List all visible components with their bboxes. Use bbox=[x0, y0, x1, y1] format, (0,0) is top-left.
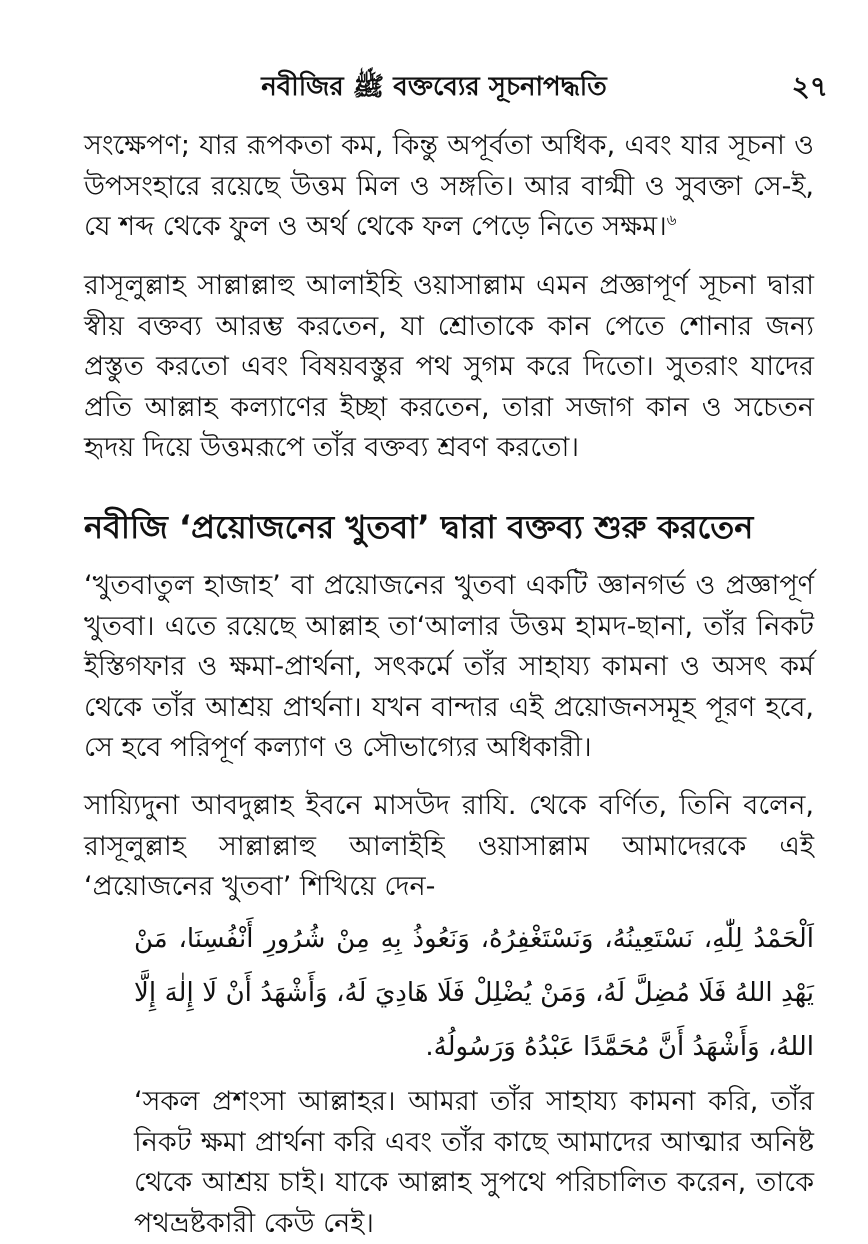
arabic-khutbah-quote: اَلْحَمْدُ لِلّٰهِ، نَسْتَعِينُهُ، وَنَسْتَغْفِرُهُ، وَنَعُوذُ بِهِ مِنْ شُرُورِ أَنْفُسِنَا، مَنْ يَهْدِ اللهُ فَلَا مُضِلَّ لَهُ، وَمَنْ يُضْلِلْ فَلَا هَادِيَ لَهُ، وَأَشْهَدُ أَنْ لَا إِلٰهَ إِلَّا اللهُ، وَأَشْهَدُ أَنَّ مُحَمَّدًا عَبْدُهُ وَرَسُولُهُ. bbox=[134, 924, 814, 1062]
quote-translation: ‘সকল প্রশংসা আল্লাহর। আমরা তাঁর সাহায্য কামনা করি, তাঁর নিকট ক্ষমা প্রার্থনা করি এবং তাঁর কাছে আমাদের আত্মার অনিষ্ট থেকে আশ্রয় চাই। যাকে আল্লাহ সুপথে পরিচালিত করেন, তাকে পথভ্রষ্টকারী কেউ নেই। bbox=[134, 1086, 814, 1239]
section-paragraph-2: সায়্যিদুনা আবদুল্লাহ ইবনে মাসউদ রাযি. থেকে বর্ণিত, তিনি বলেন, রাসূলুল্লাহ সাল্লাল্লাহু আলাইহি ওয়াসাল্লাম আমাদেরকে এই ‘প্রয়োজনের খুতবা’ শিখিয়ে দেন- bbox=[84, 790, 814, 902]
running-header-title: নবীজির ﷺ বক্তব্যের সূচনাপদ্ধতি bbox=[261, 72, 607, 102]
paragraph-2: রাসূলুল্লাহ সাল্লাল্লাহু আলাইহি ওয়াসাল্লাম এমন প্রজ্ঞাপূর্ণ সূচনা দ্বারা স্বীয় বক্তব্য আরম্ভ করতেন, যা শ্রোতাকে কান পেতে শোনার জন্য প্রস্তুত করতো এবং বিষয়বস্তুর পথ সুগম করে দিতো। সুতরাং যাদের প্রতি আল্লাহ কল্যাণের ইচ্ছা করতেন, তারা সজাগ কান ও সচেতন হৃদয় দিয়ে উত্তমরূপে তাঁর বক্তব্য শ্রবণ করতো। bbox=[84, 270, 814, 463]
paragraph-1 bbox=[84, 126, 814, 248]
section-heading: নবীজি ‘প্রয়োজনের খুতবা’ দ্বারা বক্তব্য শুরু করতেন bbox=[84, 508, 754, 546]
paragraph-1-text: সংক্ষেপণ; যার রূপকতা কম, কিন্তু অপূর্বতা অধিক, এবং যার সূচনা ও উপসংহারে রয়েছে উত্তম মিল ও সঙ্গতি। আর বাগ্মী ও সুবক্তা সে-ই, যে শব্দ থেকে ফুল ও অর্থ থেকে ফল পেড়ে নিতে সক্ষম। bbox=[84, 130, 814, 242]
page-number: ২৭ bbox=[791, 70, 828, 103]
footnote-marker[interactable]: ৬ bbox=[666, 211, 677, 229]
section-paragraph-1: ‘খুতবাতুল হাজাহ’ বা প্রয়োজনের খুতবা একটি জ্ঞানগর্ভ ও প্রজ্ঞাপূর্ণ খুতবা। এতে রয়েছে আল্লাহ তা‘আলার উত্তম হামদ-ছানা, তাঁর নিকট ইস্তিগফার ও ক্ষমা-প্রার্থনা, সৎকর্মে তাঁর সাহায্য কামনা ও অসৎ কর্ম থেকে তাঁর আশ্রয় প্রার্থনা। যখন বান্দার এই প্রয়োজনসমূহ পূরণ হবে, সে হবে পরিপূর্ণ কল্যাণ ও সৌভাগ্যের অধিকারী। bbox=[84, 570, 814, 763]
